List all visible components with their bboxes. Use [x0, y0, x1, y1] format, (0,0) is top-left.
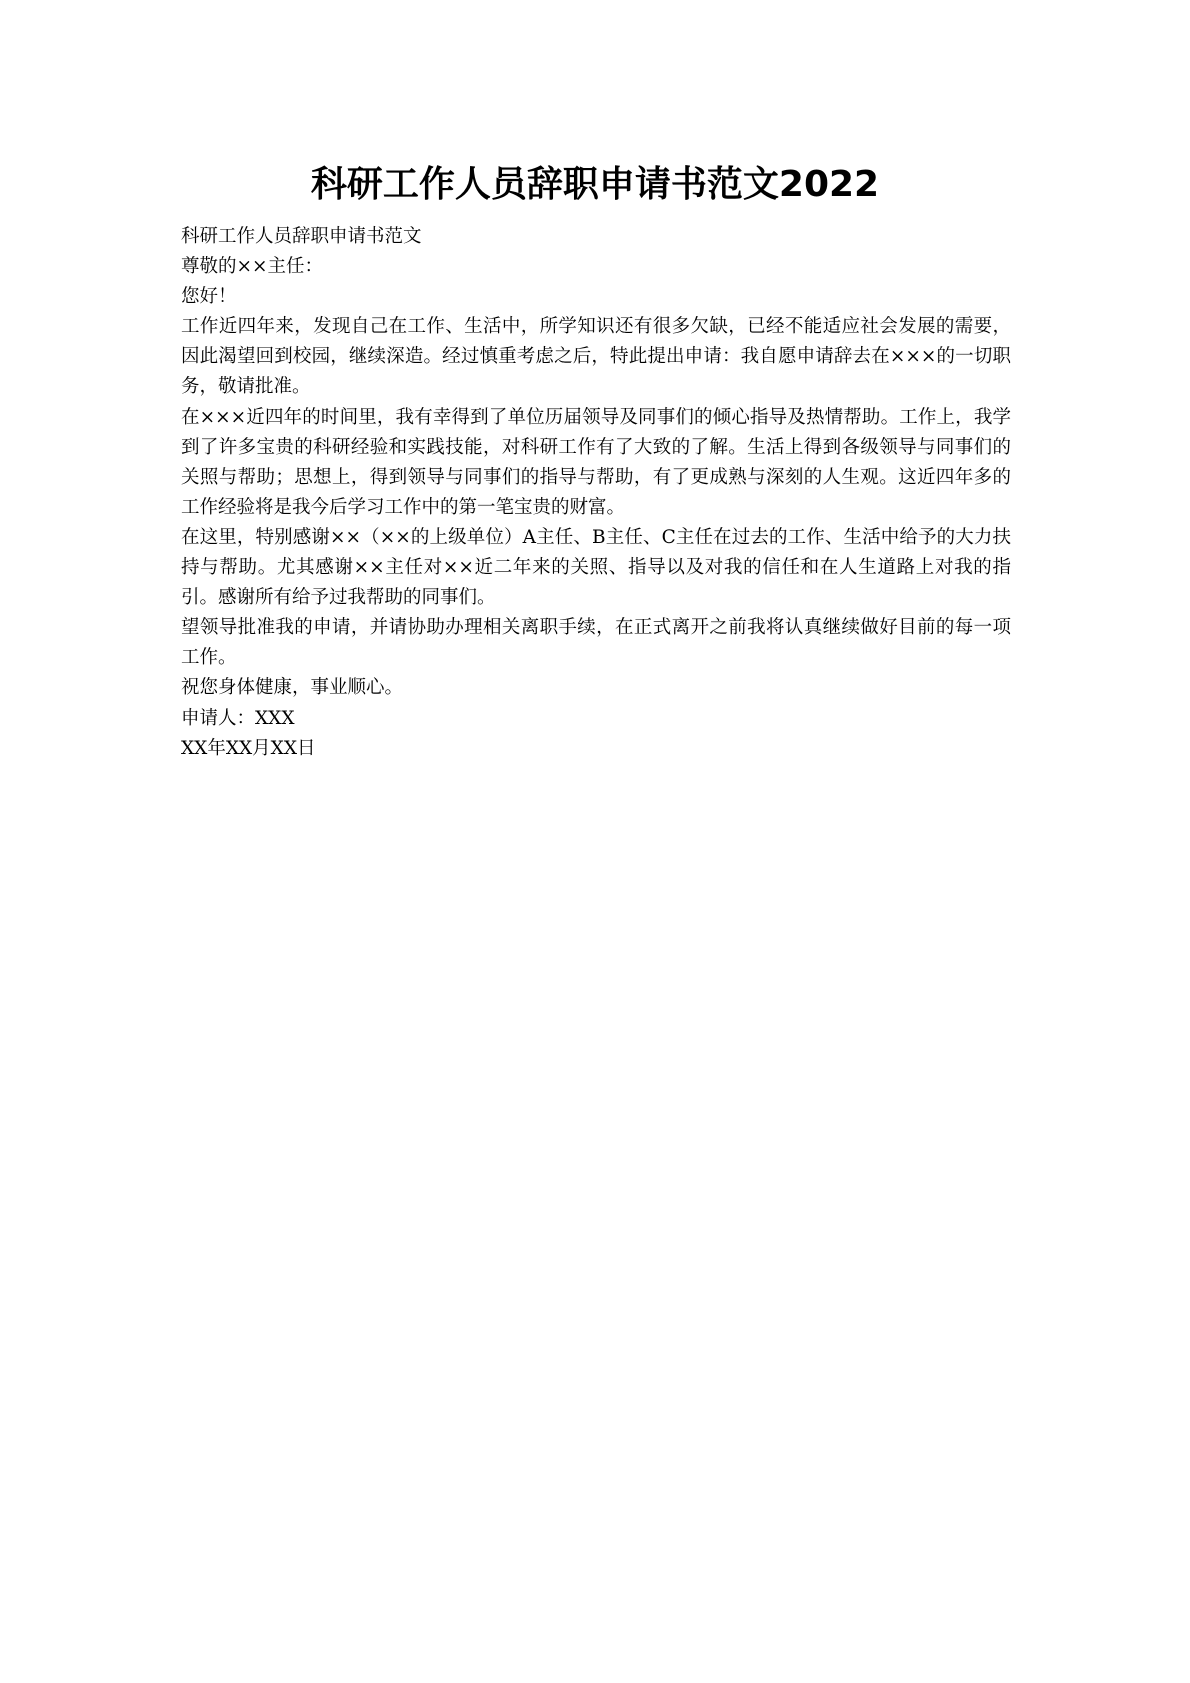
subtitle-line: 科研工作人员辞职申请书范文 [181, 226, 422, 247]
document-title: 科研工作人员辞职申请书范文2022 [310, 164, 880, 205]
paragraph-request-approval: 望领导批准我的申请，并请协助办理相关离职手续，在正式离开之前我将认真继续做好目前的每一项工作。 [181, 617, 1011, 669]
greeting: 您好！ [181, 286, 237, 308]
salutation: 尊敬的××主任： [181, 256, 324, 278]
document-body [181, 222, 1011, 764]
paragraph-special-thanks: 在这里，特别感谢××（××的上级单位）A主任、B主任、C主任在过去的工作、生活中给予的大力扶持与帮助。尤其感谢××主任对××近二年来的关照、指导以及对我的信任和在人生道路上对我的指引。感谢所有给予过我帮助的同事们。 [181, 526, 1011, 609]
paragraph-gratitude-experience: 在×××近四年的时间里，我有幸得到了单位历届领导及同事们的倾心指导及热情帮助。工作上，我学到了许多宝贵的科研经验和实践技能，对科研工作有了大致的了解。生活上得到各级领导与同事们的关照与帮助；思想上，得到领导与同事们的指导与帮助，有了更成熟与深刻的人生观。这近四年多的工作经验将是我今后学习工作中的第一笔宝贵的财富。 [181, 406, 1011, 518]
applicant-signature: 申请人：XXX [181, 707, 295, 729]
paragraph-resignation-reason: 工作近四年来，发现自己在工作、生活中，所学知识还有很多欠缺，已经不能适应社会发展的需要，因此渴望回到校园，继续深造。经过慎重考虑之后，特此提出申请：我自愿申请辞去在×××的一切职务，敬请批准。 [181, 316, 1011, 398]
closing-wishes: 祝您身体健康，事业顺心。 [181, 677, 404, 699]
date-line: XX年XX月XX日 [181, 737, 316, 759]
